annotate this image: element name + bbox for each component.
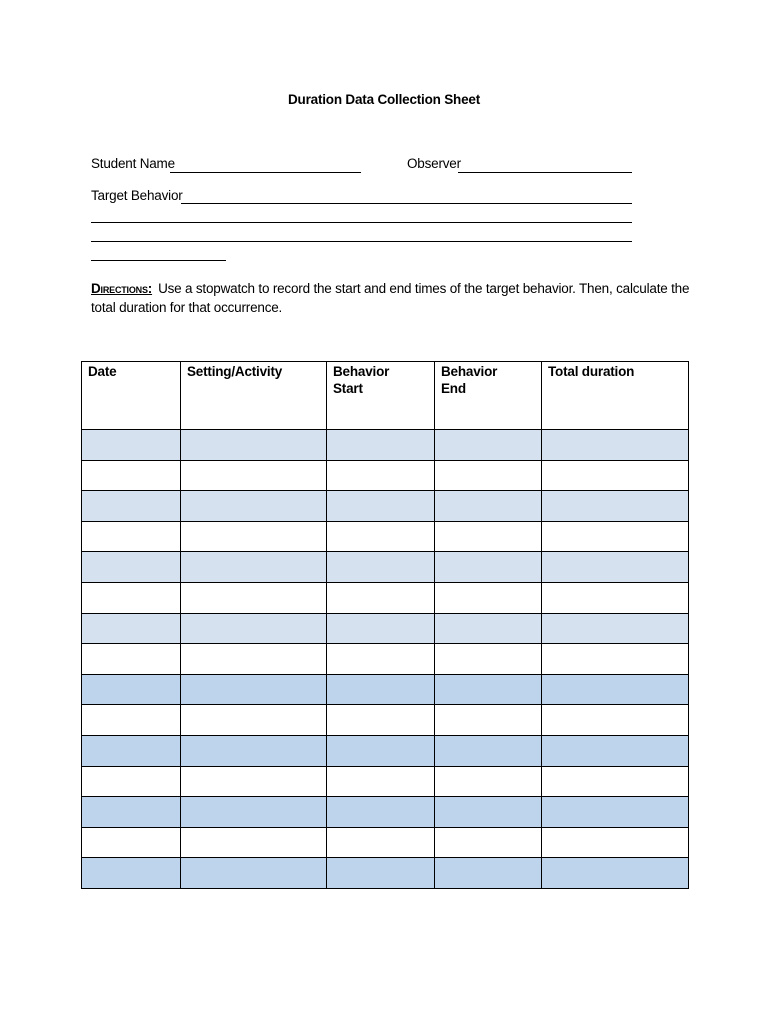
table-row [82,613,689,644]
table-row [82,797,689,828]
cell-behavior-end[interactable] [435,858,542,889]
cell-date[interactable] [82,491,181,522]
column-header-total-duration: Total duration [542,362,689,430]
cell-behavior-end[interactable] [435,613,542,644]
column-header-behavior-start: Behavior Start [327,362,435,430]
cell-setting-activity[interactable] [181,644,327,675]
student-name-label: Student Name [91,156,175,171]
cell-behavior-end[interactable] [435,797,542,828]
cell-setting-activity[interactable] [181,582,327,613]
cell-behavior-start[interactable] [327,766,435,797]
table-row [82,674,689,705]
table-row [82,521,689,552]
table-row [82,858,689,889]
cell-behavior-start[interactable] [327,521,435,552]
cell-total-duration[interactable] [542,430,689,461]
cell-setting-activity[interactable] [181,797,327,828]
table-row [82,705,689,736]
cell-behavior-end[interactable] [435,735,542,766]
cell-behavior-start[interactable] [327,613,435,644]
cell-behavior-end[interactable] [435,430,542,461]
cell-behavior-end[interactable] [435,521,542,552]
target-behavior-label: Target Behavior [91,188,183,203]
target-behavior-line-3[interactable] [91,241,632,242]
table-row [82,430,689,461]
column-header-date: Date [82,362,181,430]
cell-date[interactable] [82,674,181,705]
cell-total-duration[interactable] [542,797,689,828]
cell-behavior-start[interactable] [327,858,435,889]
column-header-behavior-end: Behavior End [435,362,542,430]
cell-setting-activity[interactable] [181,491,327,522]
directions-label: Directions: [91,281,153,296]
cell-behavior-end[interactable] [435,460,542,491]
cell-date[interactable] [82,521,181,552]
cell-behavior-end[interactable] [435,644,542,675]
cell-date[interactable] [82,644,181,675]
table-row [82,552,689,583]
cell-total-duration[interactable] [542,582,689,613]
target-behavior-line[interactable] [181,203,632,204]
cell-setting-activity[interactable] [181,735,327,766]
cell-total-duration[interactable] [542,644,689,675]
duration-data-table [81,361,689,889]
table-row [82,644,689,675]
table-header-row [82,362,689,430]
cell-behavior-start[interactable] [327,460,435,491]
cell-behavior-start[interactable] [327,735,435,766]
student-name-line[interactable] [170,172,361,173]
cell-behavior-end[interactable] [435,491,542,522]
table-row [82,582,689,613]
cell-setting-activity[interactable] [181,858,327,889]
cell-total-duration[interactable] [542,735,689,766]
target-behavior-line-4[interactable] [91,260,226,261]
cell-total-duration[interactable] [542,705,689,736]
cell-behavior-end[interactable] [435,766,542,797]
cell-setting-activity[interactable] [181,766,327,797]
directions [91,279,691,317]
cell-setting-activity[interactable] [181,674,327,705]
cell-behavior-start[interactable] [327,430,435,461]
table-row [82,735,689,766]
cell-setting-activity[interactable] [181,827,327,858]
cell-behavior-end[interactable] [435,552,542,583]
table-body [82,430,689,889]
cell-total-duration[interactable] [542,674,689,705]
cell-date[interactable] [82,766,181,797]
cell-behavior-start[interactable] [327,582,435,613]
cell-behavior-end[interactable] [435,827,542,858]
page-title: Duration Data Collection Sheet [287,92,481,107]
cell-total-duration[interactable] [542,552,689,583]
table-row [82,491,689,522]
cell-behavior-start[interactable] [327,827,435,858]
cell-setting-activity[interactable] [181,521,327,552]
cell-setting-activity[interactable] [181,552,327,583]
cell-date[interactable] [82,797,181,828]
cell-behavior-end[interactable] [435,705,542,736]
target-behavior-line-2[interactable] [91,222,632,223]
cell-total-duration[interactable] [542,613,689,644]
cell-total-duration[interactable] [542,460,689,491]
cell-date[interactable] [82,430,181,461]
cell-behavior-end[interactable] [435,674,542,705]
cell-date[interactable] [82,858,181,889]
observer-label: Observer [407,156,461,171]
observer-line[interactable] [458,172,632,173]
cell-total-duration[interactable] [542,491,689,522]
cell-setting-activity[interactable] [181,705,327,736]
cell-behavior-start[interactable] [327,797,435,828]
column-header-setting-activity: Setting/Activity [181,362,327,430]
table-row [82,827,689,858]
cell-date[interactable] [82,735,181,766]
cell-setting-activity[interactable] [181,430,327,461]
cell-behavior-start[interactable] [327,644,435,675]
cell-behavior-start[interactable] [327,674,435,705]
cell-behavior-start[interactable] [327,552,435,583]
cell-behavior-end[interactable] [435,582,542,613]
cell-total-duration[interactable] [542,766,689,797]
cell-date[interactable] [82,582,181,613]
cell-date[interactable] [82,460,181,491]
cell-date[interactable] [82,705,181,736]
cell-total-duration[interactable] [542,521,689,552]
cell-date[interactable] [82,552,181,583]
cell-behavior-start[interactable] [327,491,435,522]
cell-behavior-start[interactable] [327,705,435,736]
cell-setting-activity[interactable] [181,460,327,491]
table-row [82,460,689,491]
directions-text: Use a stopwatch to record the start and end times of the target behavior. Then, calculate the total duration for that occurrence. [91,281,690,315]
cell-total-duration[interactable] [542,827,689,858]
cell-setting-activity[interactable] [181,613,327,644]
cell-date[interactable] [82,827,181,858]
cell-date[interactable] [82,613,181,644]
cell-total-duration[interactable] [542,858,689,889]
table-row [82,766,689,797]
